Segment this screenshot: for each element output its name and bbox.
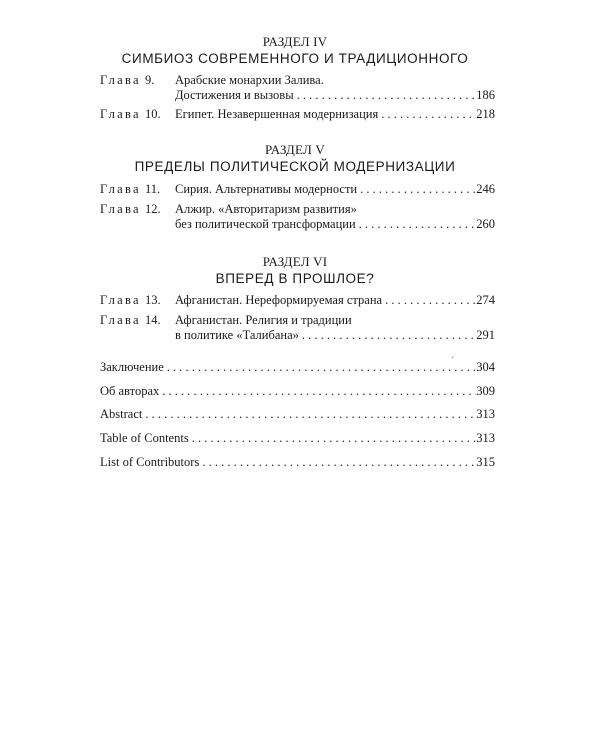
chapter-label: Глава [100,182,141,196]
chapter-title-line2: Достижения и вызовы [175,88,294,102]
chapter-label: Глава [100,202,141,216]
chapter-label: Глава [100,73,141,87]
chapter-label: Глава [100,313,141,327]
dot-leader [382,293,476,308]
chapter-title-line1: Египет. Незавершенная модернизация [175,107,379,121]
page-number: 274 [476,293,495,307]
dot-leader [189,431,477,446]
chapter-title-line1: Сирия. Альтернативы модерности [175,182,358,196]
chapter-label: Глава [100,293,141,307]
chapter-title-line1: Афганистан. Нереформируемая страна [175,293,383,307]
page-number: 246 [476,182,495,196]
toc-entry-chapter-9 [100,73,495,88]
toc-entry-chapter-9-cont [100,88,495,103]
entry-title: Abstract [100,407,143,421]
toc-entry-chapter-14-cont [100,328,495,343]
dot-leader [356,217,477,232]
section-6-part-heading: РАЗДЕЛ VI [262,254,328,269]
entry-title: List of Contributors [100,455,200,469]
dot-leader [159,384,476,399]
page-number: 218 [476,107,495,121]
page-number: 309 [476,384,495,398]
toc-entry-conclusion [100,360,495,375]
toc-entry-chapter-12-cont [100,217,495,232]
toc-entry-chapter-13 [100,293,495,308]
page-number: 313 [476,407,495,421]
page-number: 304 [476,360,495,374]
dot-leader [294,88,477,103]
toc-entry-about-authors [100,384,495,399]
toc-entry-chapter-14 [100,313,495,328]
page-number: 313 [476,431,495,445]
toc-entry-abstract [100,407,495,422]
chapter-number: 10. [145,107,161,121]
chapter-label: Глава [100,107,141,121]
chapter-title-line1: Афганистан. Религия и традиции [175,313,352,327]
section-5-part-heading: РАЗДЕЛ V [264,142,326,157]
chapter-number: 12. [145,202,161,216]
chapter-title-line2: без политической трансформации [175,217,356,231]
toc-entry-chapter-11 [100,182,495,197]
stray-dot: · [451,353,455,364]
entry-title: Table of Contents [100,431,189,445]
dot-leader [378,107,476,122]
dot-leader [299,328,476,343]
section-5-title: ПРЕДЕЛЫ ПОЛИТИЧЕСКОЙ МОДЕРНИЗАЦИИ [134,159,456,174]
section-4-title: СИМБИОЗ СОВРЕМЕННОГО И ТРАДИЦИОННОГО [121,51,469,66]
entry-title: Заключение [100,360,164,374]
dot-leader [142,407,476,422]
chapter-title-line1: Алжир. «Авторитаризм развития» [175,202,357,216]
section-6-title: ВПЕРЕД В ПРОШЛОЕ? [215,271,375,286]
toc-entry-table-of-contents [100,431,495,446]
chapter-number: 11. [145,182,161,196]
toc-entry-list-of-contributors [100,455,495,470]
chapter-number: 9. [145,73,155,87]
chapter-number: 13. [145,293,161,307]
chapter-title-line2: в политике «Талибана» [175,328,299,342]
entry-title: Об авторах [100,384,160,398]
chapter-number: 14. [145,313,161,327]
page-number: 186 [476,88,495,102]
page-number: 260 [476,217,495,231]
dot-leader [199,455,476,470]
dot-leader [164,360,477,375]
dot-leader [357,182,476,197]
section-4-part-heading: РАЗДЕЛ IV [262,34,328,49]
page-number: 291 [476,328,495,342]
chapter-title-line1: Арабские монархии Залива. [175,73,324,87]
toc-entry-chapter-12 [100,202,495,217]
page-number: 315 [476,455,495,469]
toc-entry-chapter-10 [100,107,495,122]
